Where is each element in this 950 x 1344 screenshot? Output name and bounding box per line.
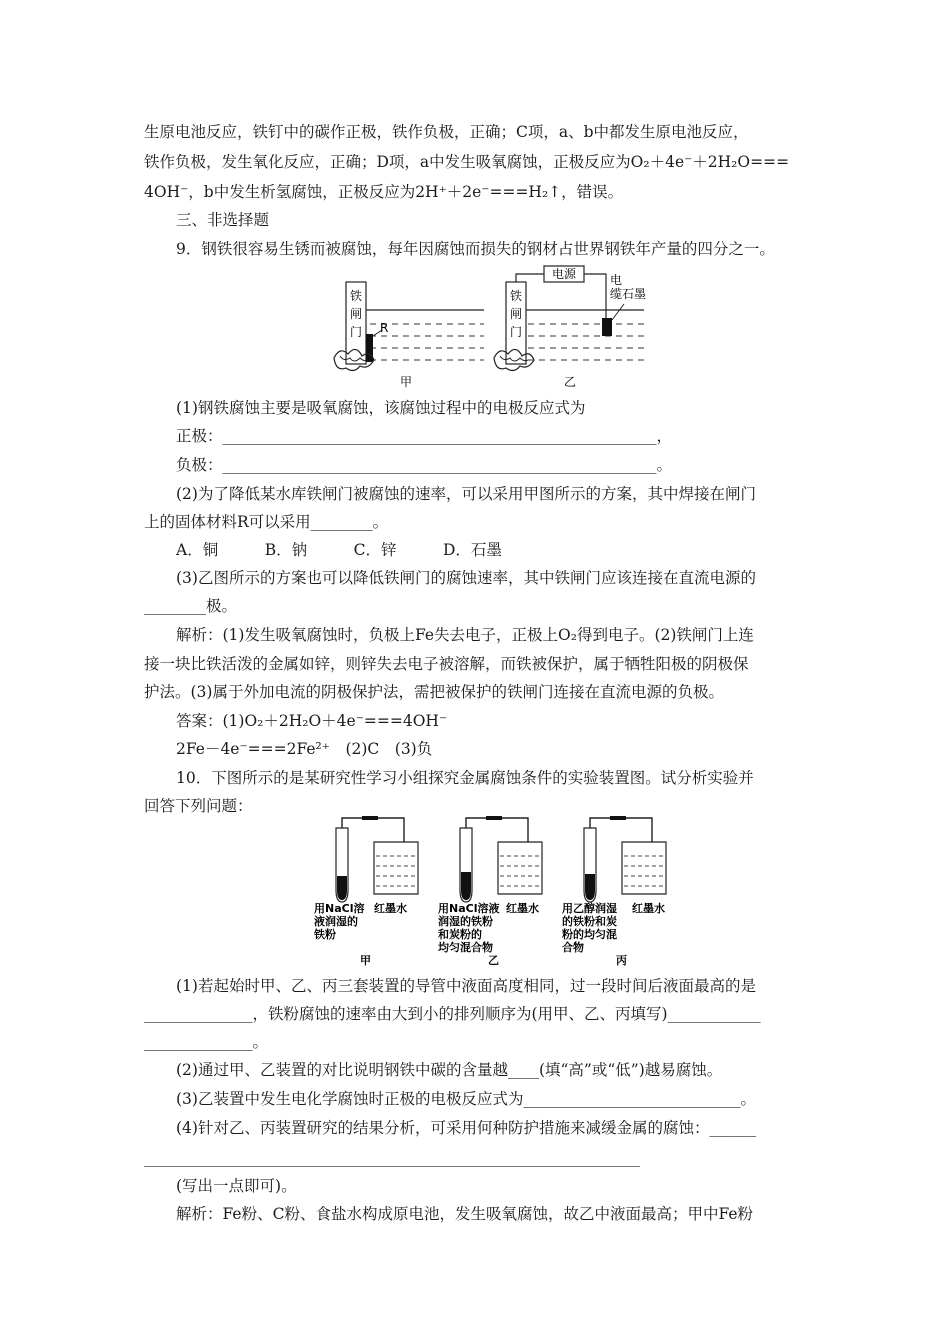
svg-text:铁: 铁 (509, 289, 523, 303)
answer-9: 答案：(1)O₂＋2H₂O＋4e⁻===4OH⁻ (176, 712, 448, 730)
sub-question-1: (1)钢铁腐蚀主要是吸氧腐蚀，该腐蚀过程中的电极反应式为 (176, 399, 586, 417)
text-line: 护法。(3)属于外加电流的阴极保护法，需把被保护的铁闸门连接在直流电源的负极。 (144, 683, 724, 701)
svg-text:液润湿的: 液润湿的 (314, 915, 358, 928)
svg-text:润湿的铁粉: 润湿的铁粉 (438, 915, 493, 928)
sub-question-4: (4)针对乙、丙装置研究的结果分析，可采用何种防护措施来减缓金属的腐蚀：______ (176, 1119, 756, 1137)
svg-text:和炭粉的: 和炭粉的 (438, 928, 482, 941)
svg-text:用NaCl溶液: 用NaCl溶液 (438, 902, 500, 915)
apparatus-jia (336, 816, 418, 902)
caption-bing: 丙 (616, 954, 627, 967)
svg-text:合物: 合物 (562, 941, 584, 954)
blank-positive: 正极：________________________________________________________， (176, 427, 673, 445)
section-heading: 三、非选择题 (176, 211, 270, 229)
graphite-label: 石墨 (622, 287, 647, 301)
text-line: 回答下列问题： (144, 797, 253, 815)
text-line: ______________，铁粉腐蚀的速率由大到小的排列顺序为(用甲、乙、丙填写)____________ (144, 1005, 761, 1023)
text-line: (写出一点即可)。 (176, 1177, 297, 1195)
figure-corrosion-apparatus (310, 816, 710, 968)
text-line: 接一块比铁活泼的金属如锌，则锌失去电子被溶解，而铁被保护，属于牺牲阳极的阴极保 (144, 655, 749, 673)
svg-text:闸: 闸 (509, 307, 523, 321)
red-ink-label: 红墨水 (374, 902, 407, 915)
question-10: 10．下图所示的是某研究性学习小组探究金属腐蚀条件的实验装置图。试分析实验并 (176, 769, 754, 787)
caption-jia: 甲 (399, 375, 413, 389)
red-ink-label: 红墨水 (632, 902, 665, 915)
cable-label-2: 缆 (610, 287, 623, 301)
svg-text:粉的均匀混: 粉的均匀混 (562, 928, 617, 941)
text-line: 4OH⁻，b中发生析氢腐蚀，正极反应为2H⁺＋2e⁻===H₂↑，错误。 (144, 183, 624, 201)
red-ink-label: 红墨水 (506, 902, 539, 915)
apparatus-yi (460, 816, 542, 902)
svg-text:的铁粉和炭: 的铁粉和炭 (562, 915, 617, 928)
caption-yi: 乙 (488, 954, 499, 967)
svg-text:用乙醇润湿: 用乙醇润湿 (562, 902, 617, 915)
svg-text:门: 门 (509, 325, 523, 339)
question-9: 9．钢铁很容易生锈而被腐蚀，每年因腐蚀而损失的钢材占世界钢铁年产量的四分之一。 (176, 240, 775, 258)
text-line: ________极。 (144, 597, 238, 615)
gate-char: 闸 (349, 307, 363, 321)
text-line: 铁作负极，发生氧化反应，正确；D项，a中发生吸氧腐蚀，正极反应为O₂＋4e⁻＋2H₂O=== (144, 153, 790, 171)
apparatus-bing (584, 816, 666, 902)
gate-char: 门 (349, 325, 363, 339)
figure-apparatus-svg (310, 816, 710, 968)
sub-question-2: (2)为了降低某水库铁闸门被腐蚀的速率，可以采用甲图所示的方案，其中焊接在闸门 (176, 485, 756, 503)
figure-gate-svg (320, 262, 650, 394)
sub-question-1: (1)若起始时甲、乙、丙三套装置的导管中液面高度相同，过一段时间后液面最高的是 (176, 977, 756, 995)
sub-question-3: (3)乙图所示的方案也可以降低铁闸门的腐蚀速率，其中铁闸门应该连接在直流电源的 (176, 569, 756, 587)
svg-text:均匀混合物: 均匀混合物 (438, 941, 493, 954)
analysis-9: 解析：(1)发生吸氧腐蚀时，负极上Fe失去电子，正极上O₂得到电子。(2)铁闸门上连 (176, 626, 754, 644)
options-line: A．铜 B．钠 C．锌 D．石墨 (176, 541, 502, 559)
text-line: 上的固体材料R可以采用________。 (144, 513, 389, 531)
gate-char: 铁 (349, 289, 363, 303)
svg-text:用NaCl溶: 用NaCl溶 (314, 902, 365, 915)
svg-text:铁粉: 铁粉 (314, 928, 336, 941)
blank-negative: 负极：________________________________________________________。 (176, 456, 673, 474)
sub-question-2: (2)通过甲、乙装置的对比说明钢铁中碳的含量越____(填“高”或“低”)越易腐蚀。 (176, 1061, 723, 1079)
sub-question-3: (3)乙装置中发生电化学腐蚀时正极的电极反应式为____________________________。 (176, 1090, 756, 1108)
caption-jia: 甲 (360, 954, 371, 967)
analysis-10: 解析：Fe粉、C粉、食盐水构成原电池，发生吸氧腐蚀，故乙中液面最高；甲中Fe粉 (176, 1205, 754, 1223)
power-label: 电源 (551, 267, 577, 281)
cable-label-1: 电 (610, 273, 623, 287)
figure-gate-protection (320, 262, 650, 394)
r-label: R (380, 321, 389, 335)
text-line: 2Fe－4e⁻===2Fe²⁺ (2)C (3)负 (176, 740, 433, 758)
blank-line: ________________________________________________________________ (144, 1149, 640, 1167)
text-line: 生原电池反应，铁钉中的碳作正极，铁作负极，正确；C项，a、b中都发生原电池反应， (144, 123, 749, 141)
text-line: ______________。 (144, 1033, 269, 1051)
caption-yi: 乙 (563, 375, 577, 389)
